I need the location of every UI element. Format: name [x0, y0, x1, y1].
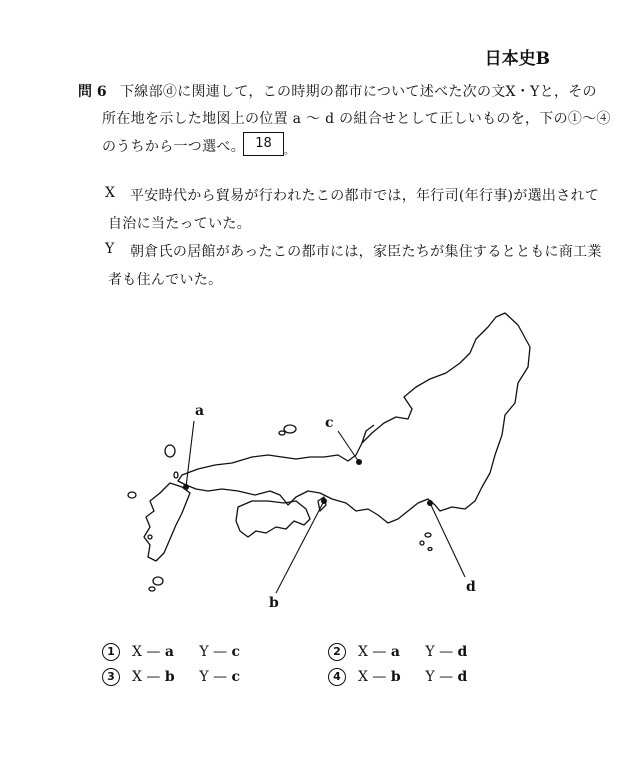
- option-3[interactable]: 3 X — b Y — c: [102, 668, 240, 686]
- option-number: 4: [328, 668, 346, 686]
- subject-title: 日本史B: [484, 49, 550, 69]
- leader-line-d: [430, 503, 465, 577]
- question-number: 問 6: [78, 84, 107, 100]
- option-number: 2: [328, 643, 346, 661]
- option-2[interactable]: 2 X — a Y — d: [328, 643, 467, 661]
- leader-line-b: [276, 501, 324, 593]
- statement-x-line-1: 平安時代から貿易が行われたこの都市では，年行司(年行事)が選出されて: [130, 188, 600, 204]
- option-number: 3: [102, 668, 120, 686]
- shikoku-outline: [236, 501, 310, 537]
- answer-box-period: 。: [284, 146, 294, 157]
- marker-a: [183, 484, 189, 490]
- statement-y-line-1: 朝倉氏の居館があったこの都市には，家臣たちが集住するとともに商工業: [130, 244, 602, 260]
- question-line-3: のうちから一つ選べ。: [102, 139, 245, 155]
- statement-y-line-2: 者も住んでいた。: [108, 272, 223, 288]
- honshu-outline: [178, 313, 530, 523]
- statement-x-line-2: 自治に当たっていた。: [108, 216, 251, 232]
- map-label-b: b: [269, 595, 279, 610]
- marker-c: [356, 459, 362, 465]
- option-4[interactable]: 4 X — b Y — d: [328, 668, 467, 686]
- map-label-a: a: [195, 403, 205, 419]
- leader-line-a: [186, 421, 194, 487]
- marker-d: [427, 500, 433, 506]
- map-label-c: c: [325, 415, 334, 431]
- kyushu-outline: [144, 483, 190, 561]
- option-number: 1: [102, 643, 120, 661]
- statement-y-label: Y: [105, 241, 115, 257]
- japan-map: [110, 305, 550, 610]
- question-line-1: 下線部ⓓに関連して，この時期の都市について述べた次の文X・Yと，その: [120, 84, 597, 100]
- map-label-d: d: [466, 579, 476, 595]
- statement-x-label: X: [105, 185, 115, 201]
- question-line-2: 所在地を示した地図上の位置 a ～ d の組合せとして正しいものを，下の①～④: [102, 111, 611, 127]
- answer-box[interactable]: 18: [243, 132, 284, 156]
- option-1[interactable]: 1 X — a Y — c: [102, 643, 240, 661]
- marker-b: [321, 498, 327, 504]
